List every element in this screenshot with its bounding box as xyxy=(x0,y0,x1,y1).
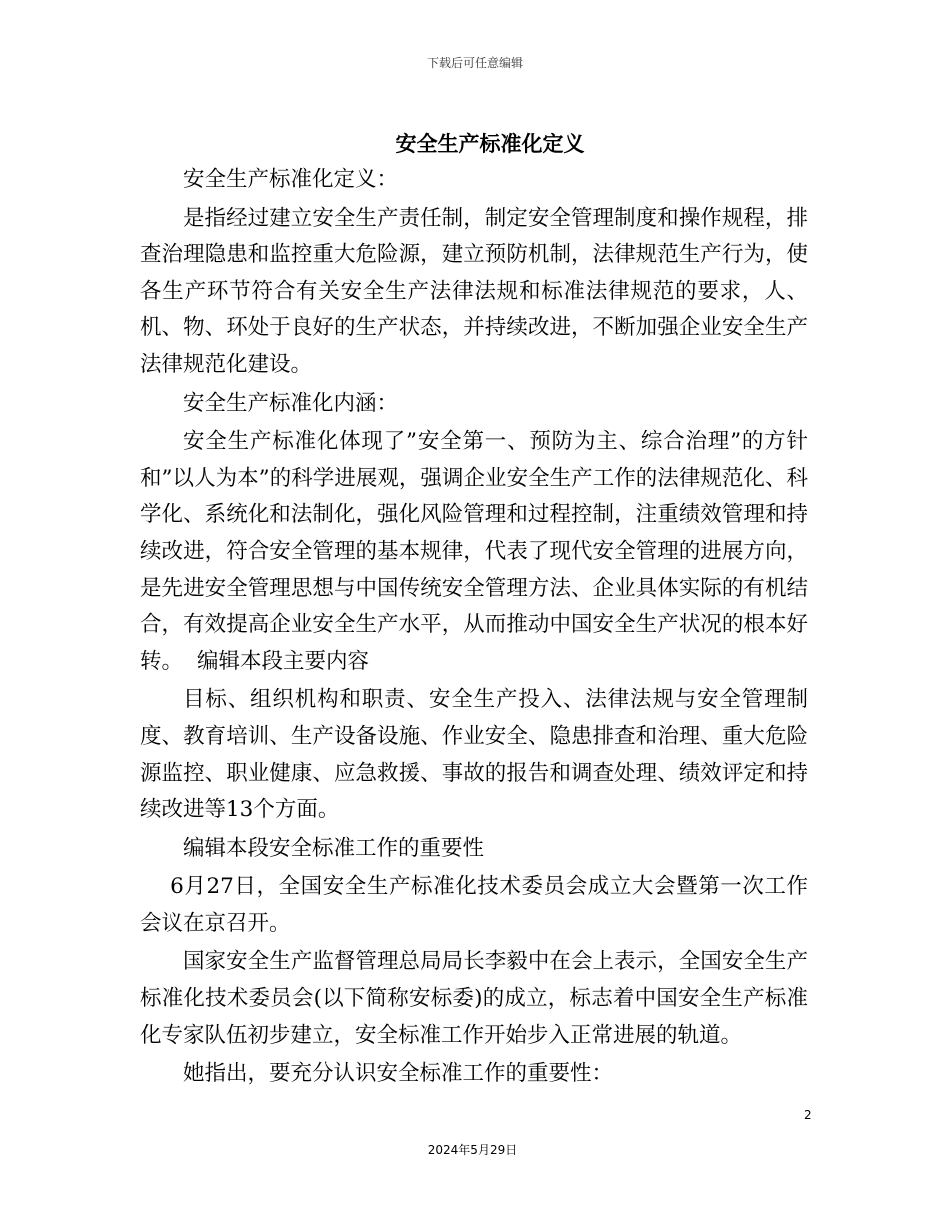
paragraph-connotation xyxy=(140,424,808,680)
paragraph-importance-heading: 编辑本段安全标准工作的重要性 xyxy=(183,835,485,861)
paragraph-pointed-out: 她指出，要充分认识安全标准工作的重要性： xyxy=(183,1061,614,1087)
paragraph-connotation-heading: 安全生产标准化内涵： xyxy=(183,390,399,416)
paragraph-main-content: 目标、组织机构和职责、安全生产投入、法律法规与安全管理制度、教育培训、生产设备设施、作业安全、隐患排查和治理、重大危险源监控、职业健康、应急救援、事故的报告和调查处理、绩效评定和持续改进等13个方面。 xyxy=(140,687,808,823)
paragraph-statement: 国家安全生产监督管理总局局长李毅中在会上表示，全国安全生产标准化技术委员会(以下简称安标委)的成立，标志着中国安全生产标准化专家队伍初步建立，安全标准工作开始步入正常进展的轨道。 xyxy=(140,949,808,1048)
page-number: 2 xyxy=(804,1108,812,1122)
paragraph-meeting: 6月27日，全国安全生产标准化技术委员会成立大会暨第一次工作会议在京召开。 xyxy=(140,874,808,936)
footer-date: 2024年5月29日 xyxy=(427,1143,518,1157)
document-body xyxy=(140,162,808,1095)
document-title: 安全生产标准化定义 xyxy=(395,132,585,156)
paragraph-definition: 是指经过建立安全生产责任制，制定安全管理制度和操作规程，排查治理隐患和监控重大危险源，建立预防机制，法律规范生产行为，使各生产环节符合有关安全生产法律法规和标准法律规范的要求，人、机、物、环处于良好的生产状态，并持续改进，不断加强企业安全生产法律规范化建设。 xyxy=(140,205,808,377)
header-note: 下载后可任意编辑 xyxy=(426,56,523,70)
edit-section-main-content: 编辑本段主要内容 xyxy=(197,648,370,674)
paragraph-definition-heading: 安全生产标准化定义： xyxy=(183,167,399,192)
paragraph-connotation-text: 安全生产标准化体现了”安全第一、预防为主、综合治理”的方针和”以人为本”的科学进展观，强调企业安全生产工作的法律规范化、科学化、系统化和法制化，强化风险管理和过程控制，注重绩效管理和持续改进，符合安全管理的基本规律，代表了现代安全管理的进展方向，是先进安全管理思想与中国传统安全管理方法、企业具体实际的有机结合，有效提高企业安全生产水平，从而推动中国安全生产状况的根本好转。 xyxy=(140,429,808,674)
